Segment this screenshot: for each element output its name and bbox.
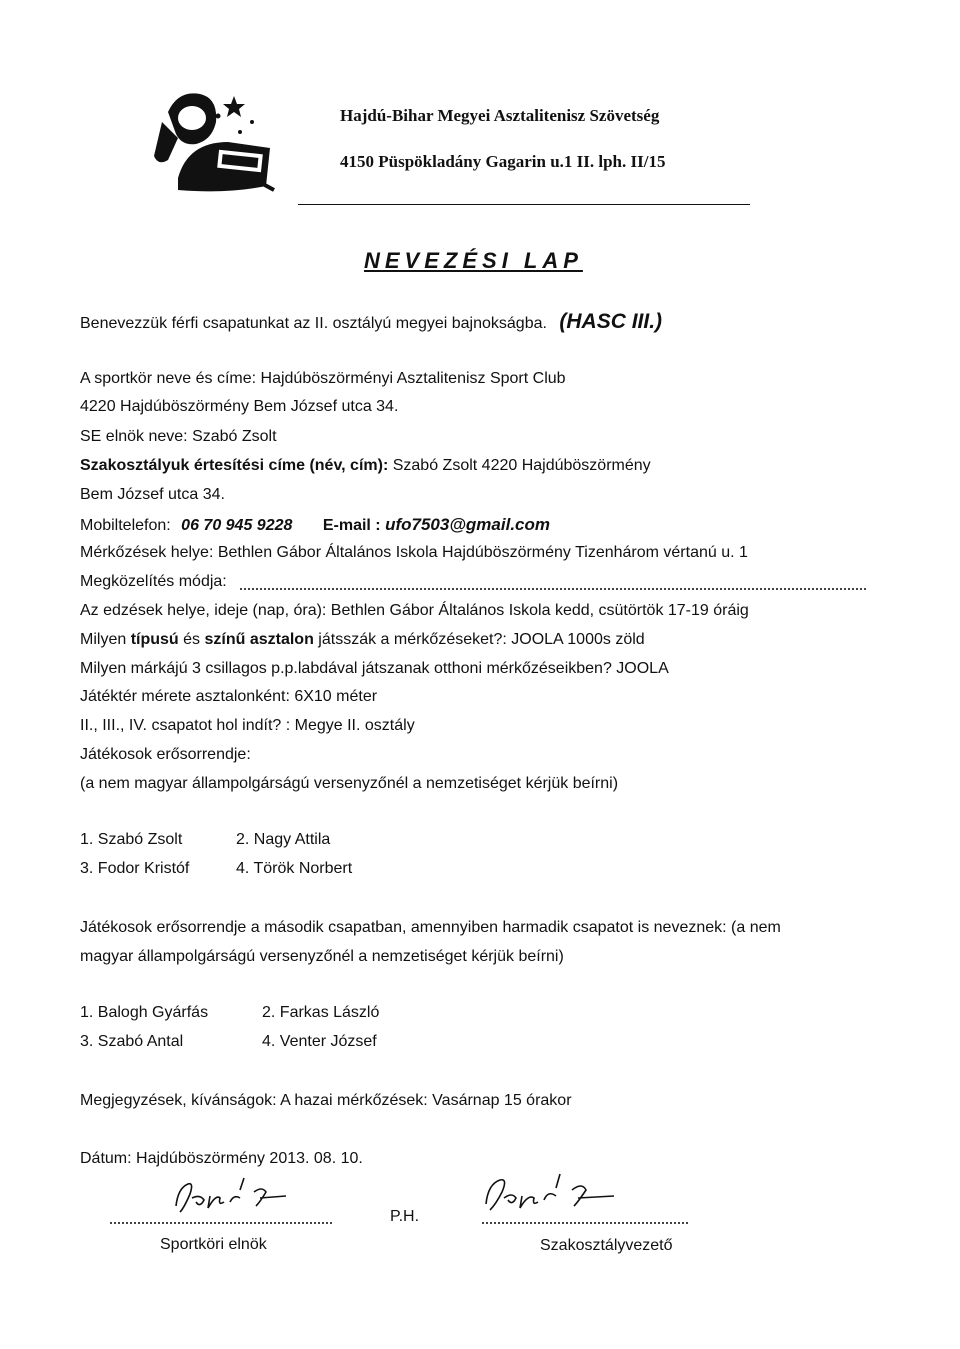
- sig-left-label: Sportköri elnök: [160, 1236, 267, 1253]
- table-q-d: színű asztalon: [204, 631, 314, 648]
- org-name: Hajdú-Bihar Megyei Asztalitenisz Szövetség: [340, 106, 660, 125]
- player-1-1: 1. Szabó Zsolt: [80, 831, 183, 848]
- email-label: E-mail :: [322, 517, 381, 534]
- area-line: Játéktér mérete asztalonként: 6X10 méter: [80, 688, 378, 705]
- section-value: Szabó Zsolt 4220 Hajdúböszörmény: [392, 457, 651, 474]
- player-1-4: 4. Török Norbert: [236, 860, 353, 877]
- intro-hasc: (HASC III.): [559, 310, 663, 333]
- section-label: Szakosztályuk értesítési címe (név, cím):: [80, 457, 389, 474]
- table-q-c: és: [178, 631, 205, 648]
- form-title: NEVEZÉSI LAP: [364, 248, 583, 273]
- date-line: Dátum: Hajdúböszörmény 2013. 08. 10.: [80, 1150, 363, 1167]
- ranking2-line2: magyar állampolgárságú versenyzőnél a nemzetiséget kérjük beírni): [80, 948, 564, 965]
- header-divider: [298, 204, 750, 205]
- player-2-4: 4. Venter József: [262, 1033, 377, 1050]
- player-2-2: 2. Farkas László: [262, 1004, 380, 1021]
- player-1-2: 2. Nagy Attila: [236, 831, 331, 848]
- access-label: Megközelítés módja:: [80, 573, 227, 590]
- mobile-label: Mobiltelefon:: [80, 517, 171, 534]
- player-1-3: 3. Fodor Kristóf: [80, 860, 190, 877]
- contact-line: [80, 515, 550, 535]
- sig-right-label: Szakosztályvezető: [540, 1237, 673, 1254]
- table-question: [80, 631, 645, 649]
- club-address: 4220 Hajdúböszörmény Bem József utca 34.: [80, 398, 399, 415]
- ball-question: Milyen márkájú 3 csillagos p.p.labdával játszanak otthoni mérkőzéseikben? JOOLA: [80, 660, 669, 677]
- club-line: A sportkör neve és címe: Hajdúböszörményi Asztalitenisz Sport Club: [80, 370, 566, 387]
- ranking-label: Játékosok erősorrendje:: [80, 746, 251, 763]
- ranking-note: (a nem magyar állampolgárságú versenyzőnél a nemzetiséget kérjük beírni): [80, 775, 619, 792]
- left-signature-dotted-line: [110, 1222, 332, 1224]
- email-value: ufo7503@gmail.com: [385, 515, 550, 534]
- intro-text: Benevezzük férfi csapatunkat az II. osztályú megyei bajnokságba.: [80, 315, 547, 332]
- team-start-line: II., III., IV. csapatot hol indít? : Megye II. osztály: [80, 717, 415, 734]
- intro-line: [80, 310, 662, 334]
- section-address-line: [80, 457, 651, 475]
- match-venue: Mérkőzések helye: Bethlen Gábor Általános Iskola Hajdúböszörmény Tizenhárom vértanú u. 1: [80, 544, 748, 561]
- mobile-value: 06 70 945 9228: [181, 517, 293, 534]
- handwritten-signature-icon: [478, 1166, 618, 1218]
- table-q-b: típusú: [130, 631, 179, 648]
- remarks-line: Megjegyzések, kívánságok: A hazai mérkőzések: Vasárnap 15 órakor: [80, 1092, 572, 1109]
- table-q-a: Milyen: [80, 631, 131, 648]
- org-address: 4150 Püspökladány Gagarin u.1 II. lph. II/15: [340, 152, 666, 171]
- access-dotted-line: [240, 588, 866, 590]
- player-2-1: 1. Balogh Gyárfás: [80, 1004, 209, 1021]
- ph-stamp-label: P.H.: [390, 1208, 420, 1225]
- right-signature-dotted-line: [482, 1222, 688, 1224]
- training-line: Az edzések helye, ideje (nap, óra): Bethlen Gábor Általános Iskola kedd, csütörtök 17-19 óráig: [80, 602, 749, 619]
- se-president: SE elnök neve: Szabó Zsolt: [80, 428, 277, 445]
- ranking2-line1: Játékosok erősorrendje a második csapatban, amennyiben harmadik csapatot is neveznek: (a nem: [80, 919, 781, 936]
- section-value-2: Bem József utca 34.: [80, 486, 225, 503]
- table-q-e: játsszák a mérkőzéseket?: JOOLA 1000s zöld: [313, 631, 645, 648]
- table-tennis-logo-icon: [148, 82, 280, 200]
- player-2-3: 3. Szabó Antal: [80, 1033, 184, 1050]
- handwritten-signature-icon: [170, 1168, 290, 1218]
